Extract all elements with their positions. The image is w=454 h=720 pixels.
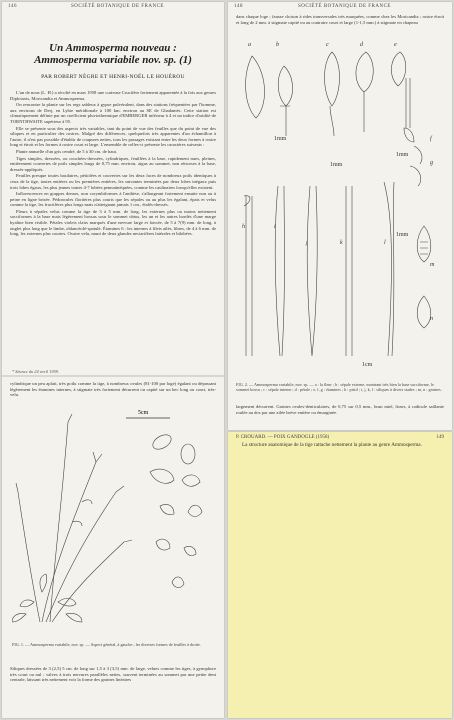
title-line-2: Ammosperma variabile nov. sp. (1): [34, 54, 192, 66]
running-head: [8, 4, 218, 11]
page-number: 149: [436, 435, 444, 440]
page-148: [228, 2, 452, 430]
paragraph: Plante annuelle d'un gris cendré, de 5 à 30 cm. de haut.: [16, 148, 118, 154]
article-title: [12, 42, 214, 66]
page-149: [228, 432, 452, 718]
paragraph: Tiges simples, dressées, ou couchées-dressées, cylindriques, feuillées à la base, rapidement nues, pleines, entièrement couvertes de poils simples longs de 0,75 mm. environ, aigus au sommet, non rétrorses à la base, dressés-appliqués.: [10, 155, 216, 172]
scale-label: 1mm: [274, 136, 287, 142]
panel-label: f: [430, 136, 432, 142]
running-head-text: SOCIÉTÉ BOTANIQUE DE FRANCE: [71, 4, 164, 9]
paragraph: On rencontre la plante sur les regs sableux à gypse pulvérulent, dans des stations fréquentées par l'homme, aux environs de Derj, en Lybie méridionale à 100 km. environ au SE de Ghadamès. Cette station est climatiquement définie par un coefficient pluviothermique d'EMBERGER inférieur à 4 et un indice d'aridité de TORNTHWAITE supérieur à 95.: [10, 102, 216, 124]
footnote: * Séance du 24 avril 1959.: [12, 369, 60, 374]
running-head-text: SOCIÉTÉ BOTANIQUE DE FRANCE: [298, 4, 391, 9]
figure-1-illustration: [12, 402, 216, 634]
panel-label: n: [430, 316, 433, 322]
paragraph: La structure anatomique de la tige rattache nettement la plante au genre Ammosperma.: [242, 442, 422, 448]
panel-label: k: [340, 240, 343, 246]
panel-label: g: [430, 160, 433, 166]
panel-label: m: [430, 262, 435, 268]
paragraph: Inflorescences en grappes denses, non corymbiformes à l'anthèse, s'allongeant fortement ensuite non ou à peine en ligne brisée. Pédoncules floritères plus courts que les sépales ou au plus les égalant, épais et velus comme la tige, les fructifères plus longs mais n'atteignant jamais 1 cm., étalés-dressés.: [10, 191, 216, 208]
paragraph: Elle se présente sous des aspects très variables, tant du point de vue des feuilles que du point de vue des siliques et en particulier des rostres. Malgré des différences, quelquefois très apparentes d'un échantillon à l'autre, il n'est pas possible d'établir de coupures nettes, tous les passages existant entre les deux formes à rostre long et étroit et les formes à rostre court et large. L'ensemble de celles-ci présente les caractères suivants :: [10, 125, 216, 148]
authors: PAR ROBERT NÈGRE ET HENRI-NOËL LE HOUÉROU: [41, 74, 185, 80]
scale-label: 1mm: [330, 162, 343, 168]
paragraph: dans chaque loge ; fausse cloison à rides transversales très marquées, comme chez les Moricandia ; rostre étroit et long de 2 mm. à stigmate capité ou au contraire court et large (1-1,5 mm.) à stigmate en chapeau: [236, 14, 444, 25]
scale-label: 1cm: [362, 362, 373, 368]
panel-label: c: [326, 42, 329, 48]
plant-drawing: [12, 414, 202, 622]
running-head-text: P. CROUARD. — POIX GANDOGLE (1958): [236, 435, 330, 440]
scale-label: 1mm: [396, 152, 409, 158]
paragraph: Feuilles presque toutes basilaires, pétiolées et couvertes sur les deux faces de nombreux poils identiques à ceux de la tige, toutes entières ou les premières entières, les suivantes terminées par deux lobes inégaux puis trois lobes égaux, les plus jeunes toutes 4-7 lobées pennatinéquées, comme les caulinaires lorsqu'elles existent.: [10, 173, 216, 190]
page-number: 148: [234, 4, 243, 9]
scale-label: 1mm: [396, 232, 409, 238]
paragraph: largement décurrent. Graines ovales-denticulaires, de 0,75 sur 0,5 mm., brun miel, lisses, à radicule saillante roulée au dos par une ailée brève entière ou émarginée.: [236, 404, 444, 415]
panel-label: a: [248, 42, 251, 48]
running-head: [236, 435, 444, 440]
panel-label: b: [276, 42, 279, 48]
panel-label: j: [306, 240, 308, 246]
scale-label: 5cm: [138, 410, 149, 416]
body-text-top: [10, 90, 216, 237]
panel-label: d: [360, 42, 363, 48]
paragraph: L'un de nous (L. H.) a récolté en mars 1958 une curieuse Crucifère fortement apparentée à la fois aux genres Diplotaxis, Moricandia et Ammosperma.: [10, 90, 216, 101]
page-break: [2, 375, 224, 377]
panel-label: e: [394, 42, 397, 48]
title-line-1: Un Ammosperma nouveau :: [49, 42, 177, 54]
page-number: 146: [8, 4, 17, 9]
flower-parts-drawing: [244, 52, 431, 356]
running-head: [234, 4, 446, 11]
paragraph: cylindrique un peu aplati, très poilu comme la tige, à nombreux ovules (81-100 par loge) égalant ou dépassant légèrement les étamines internes, à stigmate très fortement décurrent ou capité sur un bec long ou court, très-velu.: [10, 381, 216, 398]
panel-label: i: [274, 224, 276, 230]
panel-label: h: [242, 224, 245, 230]
figure-1-caption: FIG. 1. — Ammosperma variabile, nov. sp. — Aspect général, à gauche ; les diverses formes de feuilles à droite.: [12, 642, 201, 647]
figure-2-illustration: [234, 36, 446, 380]
paragraph: Fleurs à sépales velus comme la tige de 3 à 5 mm. de long, les externes plus ou moins nettement sacciformes à la base mais légèrement bossus sous le sommet obtus, les un et les autres bordés d'une marge hyaline bien visible. Pétales violets clairs marqués d'une nervure large et foncée, de 5 à 7(9) mm. de long, à onglet plus long que le limbe, oblancéolé-spatulé. Étamines 6 : les internes à filets ailés, libres, de 4 à 6 mm. de long, les externes plus courtes. Ovaire velu, muni de deux glandes nectarifères latérales et bilobées.: [10, 208, 216, 237]
paragraph: Siliques dressées de 3 (2,5) 5 cm. de long sur 1,5 à 3 (3,5) mm. de large, velues comme les tiges, à gynophore très court ou nul ; valves à trois nervures parallèles nettes, souvent terminées au sommet par une petite dent centrale, laissant très nettement voir la forme des graines linéaires: [10, 666, 216, 683]
figure-2-caption: FIG. 2. — Ammosperma variabile, nov. sp. — a : la fleur ; b : sépale externe, montrant très bien la base sacciforme, le sommet bossu ; c : sépale interne ; d : pétale ; e, f, g : étamines ; h : pistil ; i, j, k, l : siliques à divers stades ; m, n : graines.: [236, 382, 442, 392]
page-146: [2, 2, 224, 718]
panel-label: l: [384, 240, 386, 246]
